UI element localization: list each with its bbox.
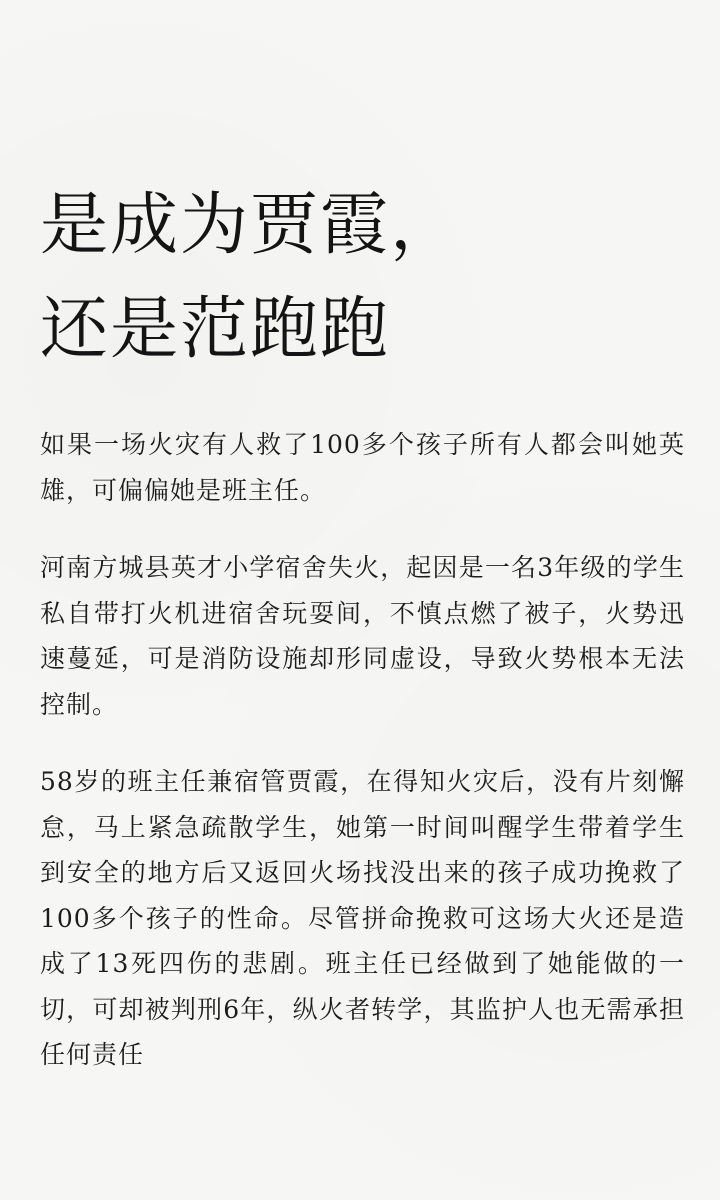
paragraph-background: 河南方城县英才小学宿舍失火，起因是一名3年级的学生私自带打火机进宿舍玩耍间，不慎点燃了被子，火势迅速蔓延，可是消防设施却形同虚设，导致火势根本无法控制。 bbox=[40, 553, 685, 719]
article-title bbox=[40, 0, 685, 382]
paragraph-teacher: 58岁的班主任兼宿管贾霞，在得知火灾后，没有片刻懈怠，马上紧急疏散学生，她第一时间叫醒学生带着学生到安全的地方后又返回火场找没出来的孩子成功挽救了100多个孩子的性命。尽管拼命挽救可这场大火还是造成了13死四伤的悲剧。班主任已经做到了她能做的一切，可却被判刑6年，纵火者转学，其监护人也无需承担任何责任 bbox=[40, 767, 685, 1069]
title-line-1: 是成为贾霞， bbox=[40, 186, 461, 265]
paragraph-intro: 如果一场火灾有人救了100多个孩子所有人都会叫她英雄，可偏偏她是班主任。 bbox=[40, 430, 685, 505]
article bbox=[40, 0, 685, 1078]
title-line-2: 还是范跑跑 bbox=[40, 290, 391, 369]
